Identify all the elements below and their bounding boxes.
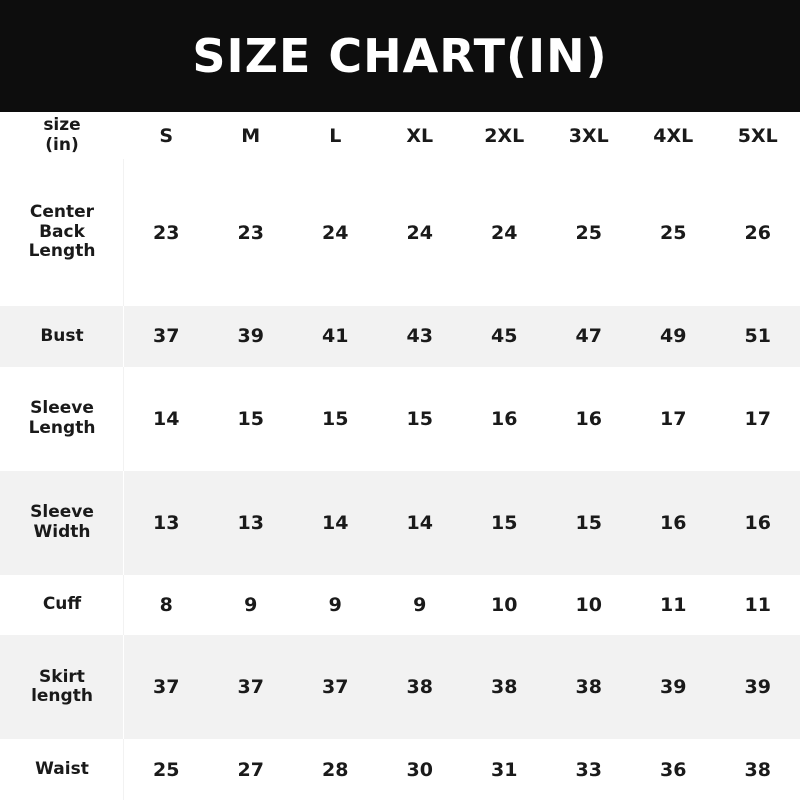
cell-value: 15: [322, 407, 349, 430]
row-label-line: Skirt: [39, 666, 85, 687]
cell-value: 16: [491, 407, 518, 430]
cell-value: 38: [491, 676, 518, 699]
table-row: [0, 739, 800, 800]
cell-value: 15: [575, 511, 602, 534]
column-header-l: L: [329, 124, 342, 147]
column-header-4xl: 4XL: [653, 124, 694, 147]
corner-header-line1: size: [43, 115, 81, 135]
row-label-line: Back: [39, 221, 85, 242]
cell-value: 16: [660, 511, 687, 534]
table-row: [0, 159, 800, 306]
table-row: [0, 471, 800, 575]
cell-value: 14: [406, 511, 433, 534]
chart-title-bar: [0, 0, 800, 112]
cell-value: 37: [153, 676, 180, 699]
cell-value: 25: [575, 221, 602, 244]
cell-value: 39: [237, 325, 264, 348]
cell-value: 25: [660, 221, 687, 244]
cell-value: 43: [406, 325, 433, 348]
row-label-line: Bust: [40, 325, 84, 346]
row-label-line: Sleeve: [30, 398, 94, 419]
cell-value: 28: [322, 758, 349, 781]
row-label-sleeve-length: [0, 367, 124, 471]
size-chart-table: [0, 112, 800, 800]
table-header: [0, 112, 800, 159]
table-row: [0, 367, 800, 471]
cell-value: 15: [406, 407, 433, 430]
cell-value: 49: [660, 325, 687, 348]
cell-value: 26: [744, 221, 771, 244]
row-label-center-back-length: [0, 159, 124, 306]
cell-value: 9: [328, 593, 342, 616]
cell-value: 23: [153, 221, 180, 244]
cell-value: 37: [322, 676, 349, 699]
cell-value: 15: [491, 511, 518, 534]
table-row: [0, 635, 800, 739]
cell-value: 39: [660, 676, 687, 699]
column-header-s: S: [159, 124, 174, 147]
row-label-bust: [0, 306, 124, 367]
cell-value: 30: [406, 758, 433, 781]
row-label-waist: [0, 739, 124, 800]
cell-value: 25: [153, 758, 180, 781]
cell-value: 37: [237, 676, 264, 699]
cell-value: 37: [153, 325, 180, 348]
row-label-line: Cuff: [42, 594, 82, 615]
cell-value: 17: [660, 407, 687, 430]
cell-value: 51: [744, 325, 771, 348]
table-row: [0, 306, 800, 367]
column-header-5xl: 5XL: [737, 124, 778, 147]
cell-value: 24: [406, 221, 433, 244]
cell-value: 16: [575, 407, 602, 430]
cell-value: 38: [744, 758, 771, 781]
cell-value: 10: [491, 593, 518, 616]
table-body: [0, 159, 800, 800]
row-label-line: Length: [28, 241, 96, 262]
corner-header: [0, 112, 124, 159]
cell-value: 31: [491, 758, 518, 781]
row-label-line: Width: [33, 521, 91, 542]
cell-value: 14: [153, 407, 180, 430]
cell-value: 36: [660, 758, 687, 781]
cell-value: 41: [322, 325, 349, 348]
cell-value: 11: [660, 593, 687, 616]
row-label-sleeve-width: [0, 471, 124, 575]
cell-value: 39: [744, 676, 771, 699]
column-header-3xl: 3XL: [568, 124, 609, 147]
cell-value: 38: [575, 676, 602, 699]
row-label-skirt-length: [0, 635, 124, 739]
header-row: [0, 112, 800, 159]
cell-value: 15: [237, 407, 264, 430]
cell-value: 16: [744, 511, 771, 534]
cell-value: 47: [575, 325, 602, 348]
row-label-line: Center: [29, 202, 95, 223]
cell-value: 38: [406, 676, 433, 699]
row-label-line: Length: [28, 417, 96, 438]
cell-value: 11: [744, 593, 771, 616]
cell-value: 24: [491, 221, 518, 244]
cell-value: 9: [413, 593, 427, 616]
row-label-line: Sleeve: [30, 502, 94, 523]
cell-value: 10: [575, 593, 602, 616]
cell-value: 13: [153, 511, 180, 534]
cell-value: 45: [491, 325, 518, 348]
table-row: [0, 575, 800, 636]
cell-value: 9: [244, 593, 258, 616]
row-label-line: Waist: [35, 758, 89, 779]
corner-header-line2: (in): [45, 134, 79, 155]
row-label-line: length: [31, 686, 93, 707]
cell-value: 17: [744, 407, 771, 430]
column-header-2xl: 2XL: [484, 124, 525, 147]
cell-value: 27: [237, 758, 264, 781]
column-header-m: M: [241, 124, 261, 147]
row-label-cuff: [0, 575, 124, 636]
cell-value: 8: [159, 593, 173, 616]
page-title: SIZE CHART(IN): [192, 29, 608, 83]
cell-value: 14: [322, 511, 349, 534]
cell-value: 24: [322, 221, 349, 244]
cell-value: 33: [575, 758, 602, 781]
column-header-xl: XL: [406, 124, 434, 147]
cell-value: 13: [237, 511, 264, 534]
cell-value: 23: [237, 221, 264, 244]
